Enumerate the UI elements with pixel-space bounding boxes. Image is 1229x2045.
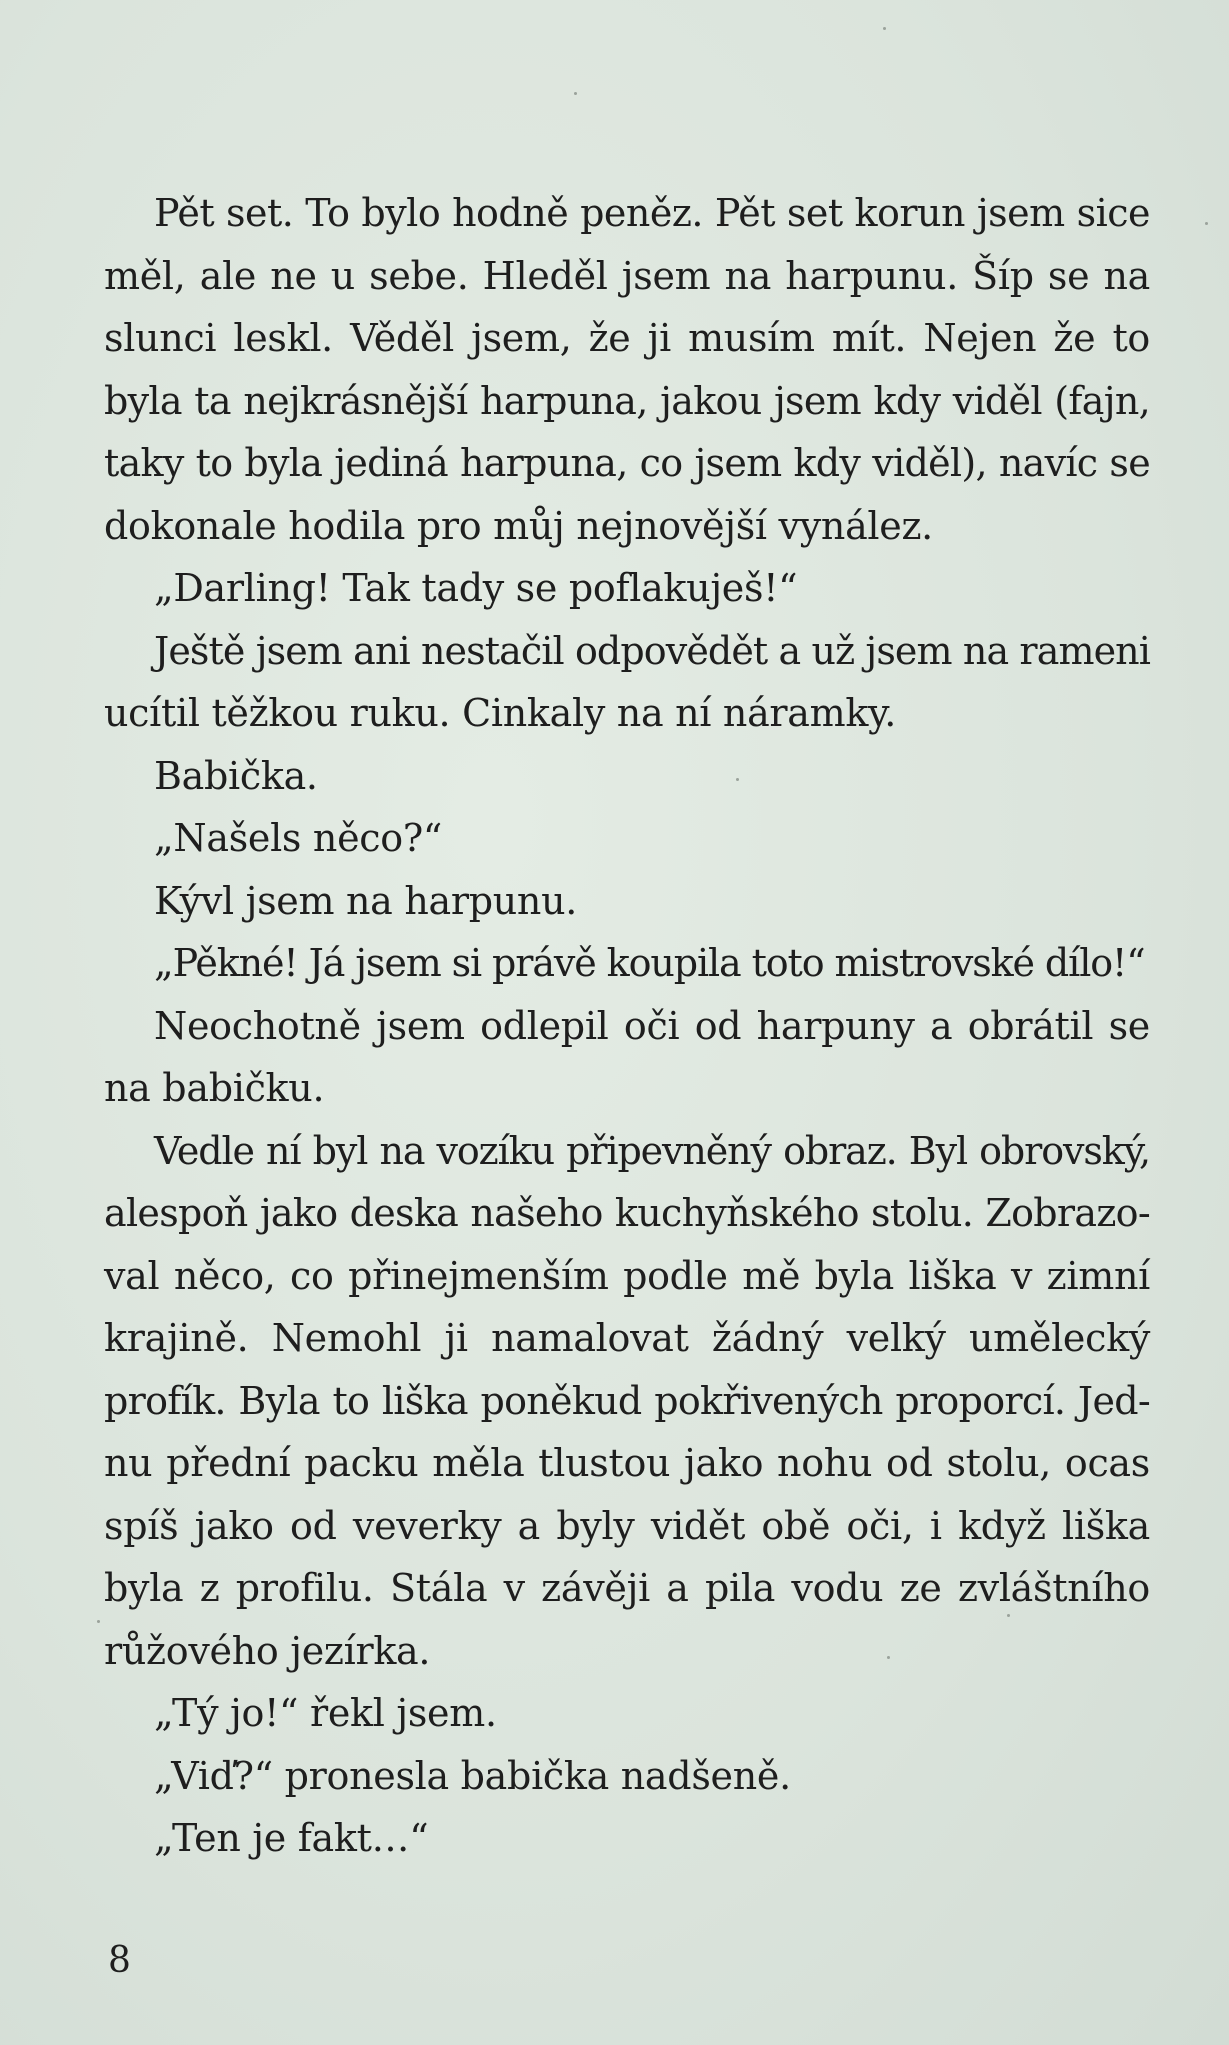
text-line: slunci leskl. Věděl jsem, že ji musím mít. Nejen že to (104, 316, 1150, 360)
text-line: „Pěkné! Já jsem si právě koupila toto mistrovské dílo!“ (154, 941, 1145, 985)
text-line: Neochotně jsem odlepil oči od harpuny a obrátil se (154, 1003, 1150, 1048)
text-line: „Tý jo!“ řekl jsem. (154, 1691, 497, 1735)
text-line: byla z profilu. Stála v závěji a pila vodu ze zvláštního (104, 1566, 1150, 1610)
text-line: byla ta nejkrásnější harpuna, jakou jsem kdy viděl (fajn, (104, 378, 1150, 423)
text-line: Babička. (154, 753, 318, 798)
text-line: dokonale hodila pro můj nejnovější vynález. (104, 503, 933, 548)
page-number: 8 (108, 1940, 131, 1981)
text-line: spíš jako od veverky a byly vidět obě oči, i když liška (104, 1503, 1150, 1548)
text-line: Pět set. To bylo hodně peněz. Pět set korun jsem sice (154, 191, 1150, 235)
paper-speck (1007, 1614, 1010, 1617)
paper-speck (97, 1620, 100, 1623)
text-line: profík. Byla to liška poněkud pokřivených proporcí. Jed- (104, 1378, 1150, 1423)
text-line: nu přední packu měla tlustou jako nohu od stolu, ocas (104, 1441, 1150, 1485)
text-line: alespoň jako deska našeho kuchyňského stolu. Zobrazo- (104, 1191, 1150, 1235)
text-line: Kývl jsem na harpunu. (154, 878, 578, 923)
text-line: taky to byla jediná harpuna, co jsem kdy viděl), navíc se (104, 441, 1150, 485)
paper-speck (736, 778, 739, 781)
body-text (104, 182, 1150, 1870)
text-line: Vedle ní byl na vozíku připevněný obraz. Byl obrovský, (154, 1128, 1150, 1173)
text-line: „Viď?“ pronesla babička nadšeně. (154, 1753, 791, 1798)
paper-speck (887, 1656, 890, 1659)
paper-speck (883, 27, 886, 30)
paper-speck (1205, 222, 1208, 225)
text-line: Ještě jsem ani nestačil odpovědět a už jsem na rameni (154, 628, 1150, 673)
text-line: krajině. Nemohl ji namalovat žádný velký umělecký (104, 1316, 1150, 1360)
text-line: ucítil těžkou ruku. Cinkaly na ní náramky. (104, 691, 897, 735)
text-line: „Našels něco?“ (154, 816, 443, 860)
text-line: růžového jezírka. (104, 1628, 431, 1673)
text-line: měl, ale ne u sebe. Hleděl jsem na harpunu. Šíp se na (104, 253, 1150, 298)
text-line: val něco, co přinejmenším podle mě byla liška v zimní (104, 1253, 1150, 1298)
text-line: na babičku. (104, 1066, 325, 1110)
text-line: „Ten je fakt…“ (154, 1816, 429, 1860)
text-line: „Darling! Tak tady se poflakuješ!“ (154, 566, 798, 610)
paper-speck (574, 92, 577, 95)
